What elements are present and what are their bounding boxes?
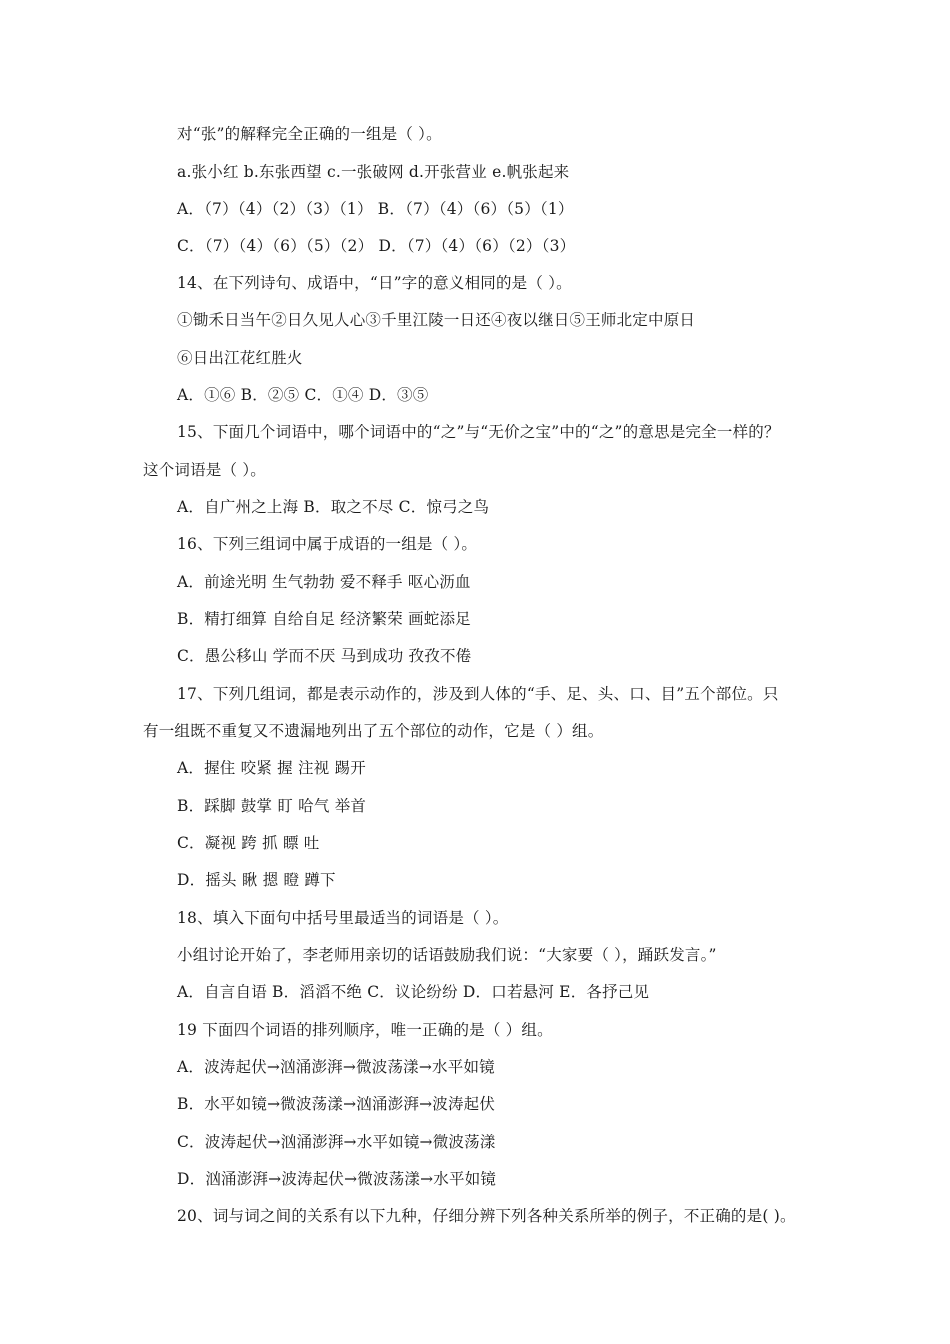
text-line: B．水平如镜→微波荡漾→汹涌澎湃→波涛起伏 (177, 1095, 496, 1113)
text-line: 有一组既不重复又不遗漏地列出了五个部位的动作，它是（ ）组。 (143, 722, 604, 740)
text-line: C．愚公移山 学而不厌 马到成功 孜孜不倦 (177, 647, 472, 665)
text-line: C．（7）（4）（6）（5）（2） D．（7）（4）（6）（2）（3） (177, 237, 576, 255)
text-line: A．前途光明 生气勃勃 爱不释手 呕心沥血 (177, 573, 471, 591)
text-line: 这个词语是（ ）。 (143, 461, 266, 479)
text-line: B．精打细算 自给自足 经济繁荣 画蛇添足 (177, 610, 471, 628)
question-14: 14、在下列诗句、成语中，“日”字的意义相同的是（ ）。 (177, 274, 572, 292)
text-line: A．自言自语 B．滔滔不绝 C．议论纷纷 D．口若悬河 E．各抒己见 (177, 983, 650, 1001)
text-line: D．摇头 瞅 摁 瞪 蹲下 (177, 871, 336, 889)
question-15: 15、下面几个词语中，哪个词语中的“之”与“无价之宝”中的“之”的意思是完全一样的？ (177, 423, 780, 441)
text-line: A．自广州之上海 B．取之不尽 C．惊弓之鸟 (177, 498, 490, 516)
question-20: 20、词与词之间的关系有以下九种，仔细分辨下列各种关系所举的例子，不正确的是( )。 (177, 1207, 796, 1225)
text-line: C．凝视 跨 抓 瞟 吐 (177, 834, 320, 852)
text-line: A．①⑥ B．②⑤ C．①④ D．③⑤ (177, 386, 429, 404)
text-line: B．踩脚 鼓掌 盯 哈气 举首 (177, 797, 367, 815)
text-line: C．波涛起伏→汹涌澎湃→水平如镜→微波荡漾 (177, 1133, 496, 1151)
text-line: ①锄禾日当午②日久见人心③千里江陵一日还④夜以继日⑤王师北定中原日 (177, 311, 696, 329)
text-line: D．汹涌澎湃→波涛起伏→微波荡漾→水平如镜 (177, 1170, 497, 1188)
question-17: 17、下列几组词，都是表示动作的，涉及到人体的“手、足、头、口、目”五个部位。只 (177, 685, 779, 703)
text-line: 小组讨论开始了，李老师用亲切的话语鼓励我们说：“大家要（ ），踊跃发言。” (177, 946, 717, 964)
text-line: ⑥日出江花红胜火 (177, 349, 303, 367)
question-18: 18、填入下面句中括号里最适当的词语是（ ）。 (177, 909, 509, 927)
text-line: A．（7）（4）（2）（3）（1） B．（7）（4）（6）（5）（1） (177, 200, 574, 218)
text-line: 对“张”的解释完全正确的一组是（ ）。 (177, 125, 442, 143)
text-line: a.张小红 b.东张西望 c.一张破网 d.开张营业 e.帆张起来 (177, 163, 570, 181)
text-line: A．波涛起伏→汹涌澎湃→微波荡漾→水平如镜 (177, 1058, 495, 1076)
question-16: 16、下列三组词中属于成语的一组是（ ）。 (177, 535, 478, 553)
question-19: 19 下面四个词语的排列顺序，唯一正确的是（ ）组。 (177, 1021, 553, 1039)
text-line: A．握住 咬紧 握 注视 踢开 (177, 759, 366, 777)
